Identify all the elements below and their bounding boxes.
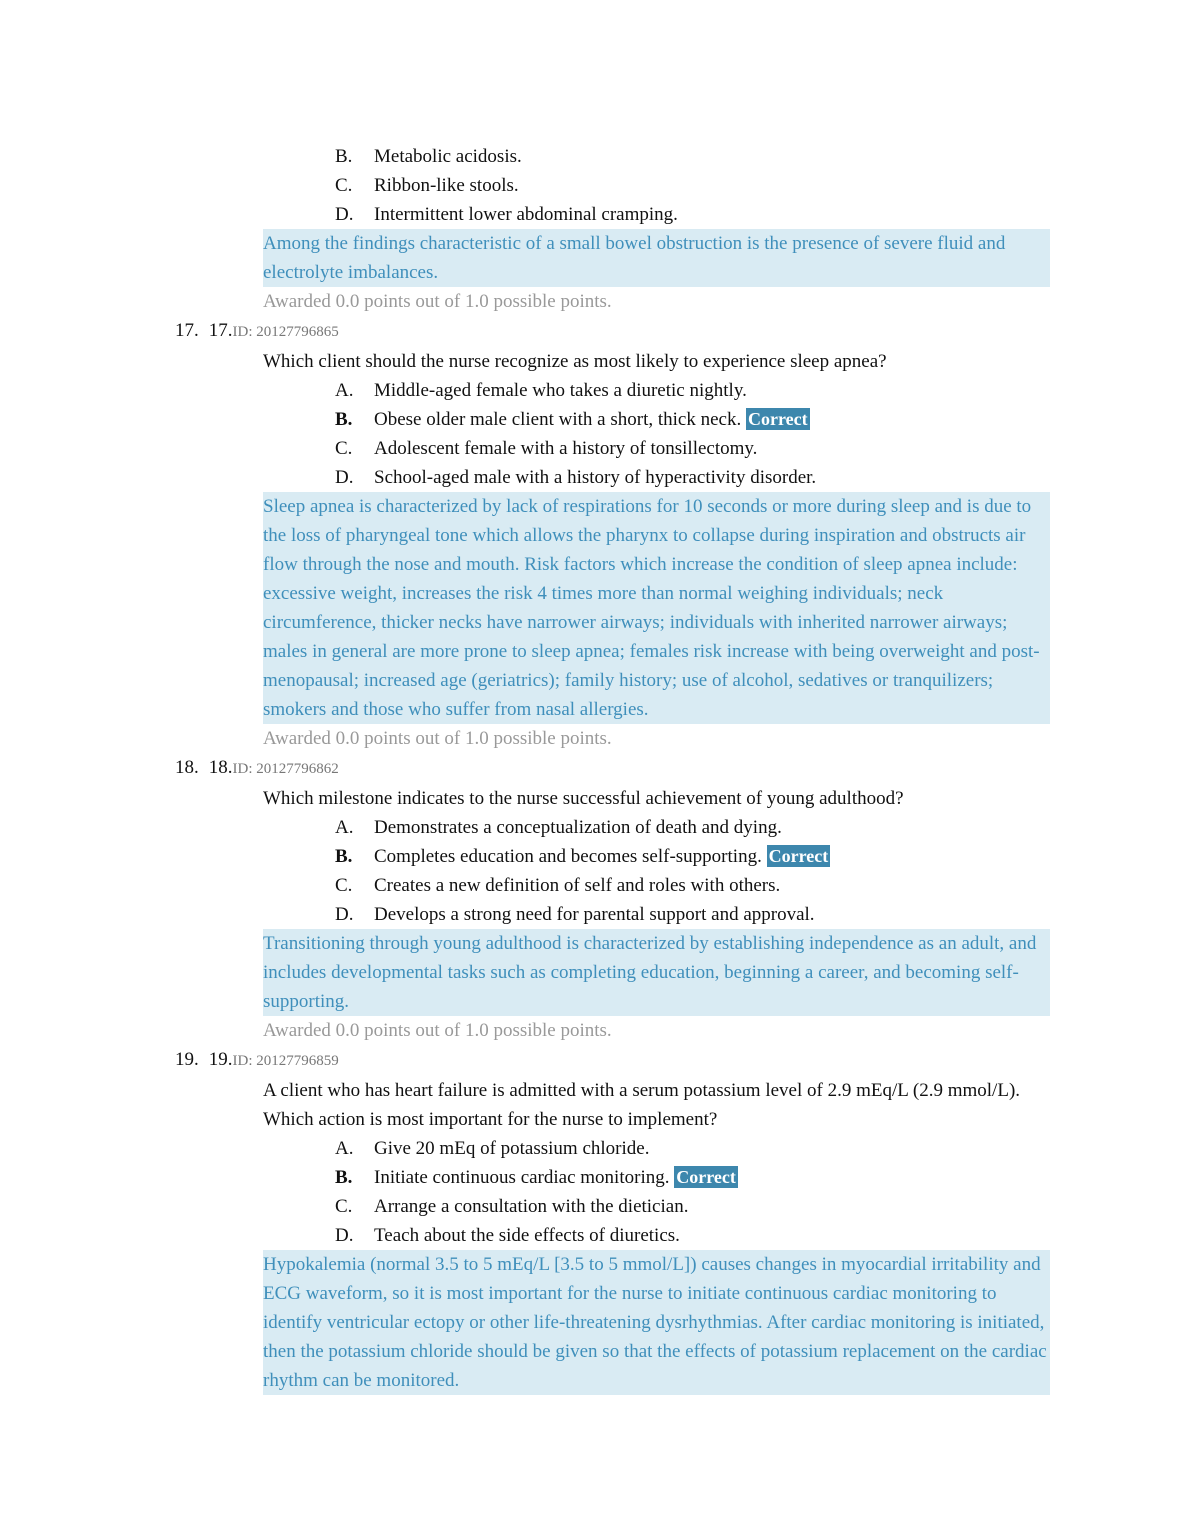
explanation-box: Sleep apnea is characterized by lack of respirations for 10 seconds or more during sleep and is due to the loss of pharyngeal tone which allows the pharynx to collapse during inspiration and obstructs air flow through the nose and mouth. Risk factors which increase the condition of sleep apnea include: excessive weight, increases the risk 4 times more than normal weighing individuals; neck circumference, thicker necks have narrower airways; individuals with inherited narrower airways; males in general are more prone to sleep apnea; females risk increase with being overweight and post-menopausal; increased age (geriatrics); family history; use of alcohol, sedatives or tranquilizers; smokers and those who suffer from nasal allergies.: [263, 492, 1050, 724]
option-text: Give 20 mEq of potassium chloride.: [374, 1138, 650, 1159]
option-text: Obese older male client with a short, thick neck.: [374, 409, 742, 430]
option-text: Demonstrates a conceptualization of death and dying.: [374, 817, 782, 838]
question-17: [0, 316, 1190, 753]
question-header: [0, 1045, 1190, 1076]
option-letter: B.: [335, 409, 353, 430]
option-d: [335, 900, 1190, 929]
option-letter: D.: [335, 204, 354, 225]
option-b: [335, 405, 1190, 434]
option-letter: B.: [335, 146, 353, 167]
option-letter: A.: [335, 1138, 354, 1159]
question-text: Which milestone indicates to the nurse successful achievement of young adulthood?: [263, 788, 904, 809]
quiz-results-document: [0, 142, 1190, 1395]
option-text: Teach about the side effects of diuretics.: [374, 1225, 680, 1246]
option-d: [335, 463, 1190, 492]
option-letter: A.: [335, 817, 354, 838]
option-text: Adolescent female with a history of tonsillectomy.: [374, 438, 758, 459]
explanation-box: Hypokalemia (normal 3.5 to 5 mEq/L [3.5 to 5 mmol/L]) causes changes in myocardial irritability and ECG waveform, so it is most important for the nurse to initiate continuous cardiac monitoring to identify ventricular ectopy or other life-threatening dysrhythmias. After cardiac monitoring is initiated, then the potassium chloride should be given so that the effects of potassium replacement on the cardiac rhythm can be monitored.: [263, 1250, 1050, 1395]
option-letter: C.: [335, 875, 353, 896]
correct-badge: Correct: [676, 1167, 736, 1187]
option-d: [335, 1221, 1190, 1250]
option-letter: D.: [335, 904, 354, 925]
option-text: Middle-aged female who takes a diuretic nightly.: [374, 380, 747, 401]
question-19: [0, 1045, 1190, 1395]
option-text: Creates a new definition of self and roles with others.: [374, 875, 781, 896]
option-letter: D.: [335, 1225, 354, 1246]
option-c: [335, 871, 1190, 900]
option-b: [335, 842, 1190, 871]
option-text: Metabolic acidosis.: [374, 146, 522, 167]
option-text: Initiate continuous cardiac monitoring.: [374, 1167, 670, 1188]
option-text: Intermittent lower abdominal cramping.: [374, 204, 678, 225]
option-letter: A.: [335, 380, 354, 401]
option-letter: C.: [335, 175, 353, 196]
question-number: 19.: [175, 1049, 199, 1070]
awarded-points: Awarded 0.0 points out of 1.0 possible points.: [263, 291, 612, 312]
option-text: School-aged male with a history of hyperactivity disorder.: [374, 467, 817, 488]
question-number-label: 17.: [208, 320, 233, 341]
option-c: [335, 171, 1190, 200]
explanation-box: Transitioning through young adulthood is characterized by establishing independence as an adult, and includes developmental tasks such as completing education, beginning a career, and becoming self-supporting.: [263, 929, 1050, 1016]
question-number: 17.: [175, 320, 199, 341]
option-text: Completes education and becomes self-supporting.: [374, 846, 762, 867]
option-a: [335, 813, 1190, 842]
option-text: Develops a strong need for parental support and approval.: [374, 904, 815, 925]
question-text: A client who has heart failure is admitted with a serum potassium level of 2.9 mEq/L (2.9 mmol/L). Which action is most important for the nurse to implement?: [263, 1080, 1021, 1130]
option-letter: B.: [335, 846, 353, 867]
question-id: ID: 20127796859: [232, 1053, 339, 1069]
awarded-points: Awarded 0.0 points out of 1.0 possible points.: [263, 1020, 612, 1041]
question-number: 18.: [175, 757, 199, 778]
option-letter: B.: [335, 1167, 353, 1188]
question-text: Which client should the nurse recognize as most likely to experience sleep apnea?: [263, 351, 887, 372]
option-text: Arrange a consultation with the dietician.: [374, 1196, 689, 1217]
option-b: [335, 142, 1190, 171]
option-b: [335, 1163, 1190, 1192]
correct-badge: Correct: [768, 846, 829, 866]
question-header: [0, 753, 1190, 784]
awarded-points: Awarded 0.0 points out of 1.0 possible points.: [263, 728, 612, 749]
question-id: ID: 20127796862: [232, 761, 339, 777]
option-letter: C.: [335, 1196, 353, 1217]
question-number-label: 19.: [208, 1049, 233, 1070]
option-d: [335, 200, 1190, 229]
option-c: [335, 1192, 1190, 1221]
question-16-tail: [0, 142, 1190, 316]
option-c: [335, 434, 1190, 463]
option-letter: C.: [335, 438, 353, 459]
correct-badge: Correct: [747, 409, 808, 429]
question-header: [0, 316, 1190, 347]
question-id: ID: 20127796865: [232, 324, 339, 340]
option-letter: D.: [335, 467, 354, 488]
option-a: [335, 1134, 1190, 1163]
question-number-label: 18.: [208, 757, 233, 778]
option-a: [335, 376, 1190, 405]
explanation-box: Among the findings characteristic of a small bowel obstruction is the presence of severe fluid and electrolyte imbalances.: [263, 229, 1050, 287]
option-text: Ribbon-like stools.: [374, 175, 519, 196]
question-18: [0, 753, 1190, 1045]
